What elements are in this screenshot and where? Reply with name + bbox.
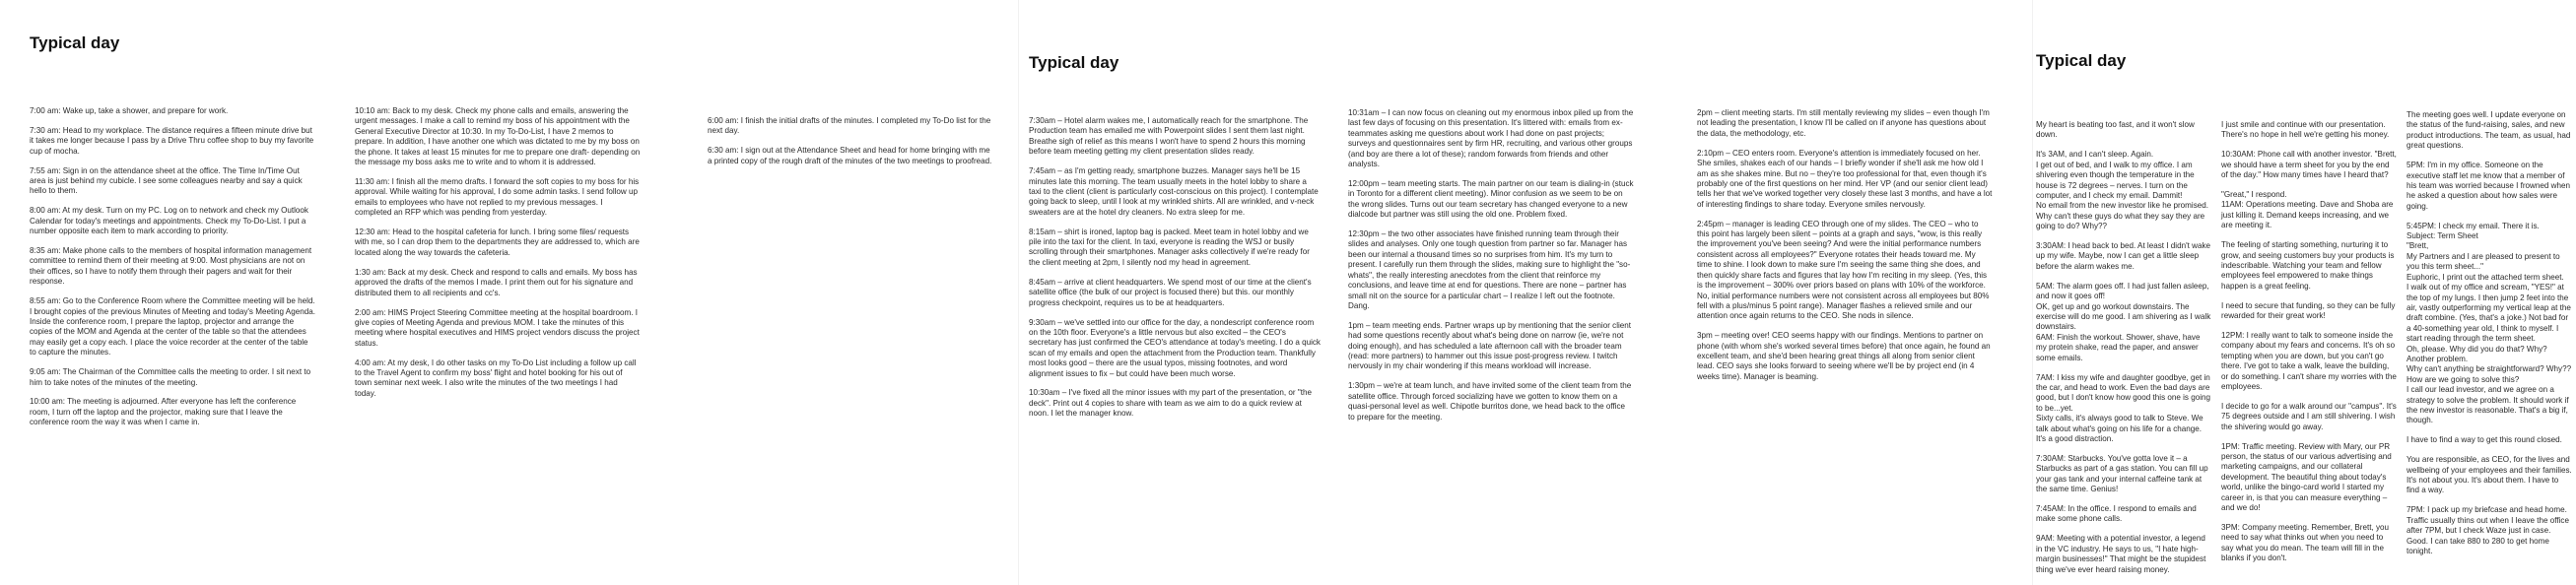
paragraph: It's 3AM, and I can't sleep. Again. I get out of bed, and I walk to my office. I am shivering even though the temperature in the house is 72 degrees – nerves. I turn on the computer, and I check my email. Dammit! No email from the new investor like he promised. Why can't these guys do what they say they are going to do? Why?? — [2036, 150, 2208, 231]
document-page-3 — [2033, 0, 2576, 585]
paragraph: 1:30pm – we're at team lunch, and have invited some of the client team from the satellite office. Through forced socializing have we gotten to know them on a quasi-personal level as well. Chipotle burritos done, we head back to the office to prepare for the meeting. — [1348, 381, 1632, 422]
paragraph: 2:10pm – CEO enters room. Everyone's attention is immediately focused on her. She smiles, shakes each of our hands – I briefly wonder if she'll ask me how old I am as she shakes mine. But no – they're too professional for that, even though it's probably one of the first questions on her mind. Her VP (and our senior client lead) tells her that we've worked together very closely these last 3 months, and have a lot of interesting findings to share today. Everyone smiles nervously. — [1697, 148, 1993, 209]
paragraph: 4:00 am: At my desk, I do other tasks on my To-Do List including a follow up call to the Travel Agent to confirm my boss' flight and hotel booking for his out of town seminar next week. I also write the minutes of the two meetings I had today. — [355, 358, 637, 398]
paragraph: 9:30am – we've settled into our office for the day, a nondescript conference room on the 10th floor. Everyone's a little nervous but also excited – the CEO's secretary has just confirmed the CEO's attendance at today's meeting. I do a quick scan of my emails and open the attachment from the Production team. Thankfully most looks good – there are the usual typos, missing footnotes, and word alignment issues to fix – but could have been much worse. — [1029, 317, 1321, 378]
paragraph: 9:05 am: The Chairman of the Committee calls the meeting to order. I sit next to him to take notes of the minutes of the meeting. — [30, 367, 311, 387]
paragraph: 3:30AM: I head back to bed. At least I didn't wake up my wife. Maybe, now I can get a little sleep before the alarm wakes me. — [2036, 241, 2211, 271]
paragraph: 7:55 am: Sign in on the attendance sheet at the office. The Time In/Time Out area is just behind my cubicle. I see some colleagues nearby and say a quick hello to them. — [30, 165, 303, 196]
paragraph: 6:30 am: I sign out at the Attendance Sheet and head for home bringing with me a printed copy of the rough draft of the minutes of the two meetings to proofread. — [708, 146, 992, 165]
paragraph: 6:00 am: I finish the initial drafts of the minutes. I completed my To-Do list for the next day. — [708, 116, 991, 136]
paragraph: "Great," I respond. 11AM: Operations meeting. Dave and Shoba are just killing it. Demand keeps increasing, and we are meeting it. — [2221, 190, 2394, 230]
text-column — [708, 116, 993, 176]
text-column — [1029, 116, 1321, 428]
paragraph: 5PM: I'm in my office. Someone on the executive staff let me know that a member of his team was worried because I frowned when he asked a question about how sales were going. — [2407, 161, 2571, 211]
paragraph: I decide to go for a walk around our "campus". It's 75 degrees outside and I am still shivering. I wish the shivering would go away. — [2221, 401, 2397, 431]
paragraph: 9AM: Meeting with a potential investor, a legend in the VC industry. He says to us, "I hate high-margin businesses!" That might be the stupidest thing we've ever heard raising money. — [2036, 534, 2206, 574]
paragraph: 7AM: I kiss my wife and daughter goodbye, get in the car, and head to work. Even the bad days are good, but I don't know how good this one is going to be...yet. Sixty calls, it's always good to talk to Steve. We talk about what's going on his life for a change. It's a good distraction. — [2036, 372, 2211, 443]
paragraph: I need to secure that funding, so they can be fully rewarded for their great work! — [2221, 300, 2396, 321]
paragraph: 12:30 am: Head to the hospital cafeteria for lunch. I bring some files/ requests with me, so I can drop them to the departments they are addressed to, which are located along the way towards the cafeteria. — [355, 228, 640, 257]
text-column — [30, 106, 315, 437]
paragraph: 10:30AM: Phone call with another investor. "Brett, we should have a term sheet for you by the end of the day." How many times have I heard that? — [2221, 150, 2397, 180]
paragraph: 8:45am – arrive at client headquarters. We spend most of our time at the client's satellite office (the bulk of our project is focused there) but this. our monthly progress checkpoint, requires us to be at headquarters. — [1029, 277, 1312, 307]
paragraph: 8:15am – shirt is ironed, laptop bag is packed. Meet team in hotel lobby and we pile into the taxi for the client. In taxi, everyone is reading the WSJ or busily scrolling through their smartphones. Manager asks collectively if we're ready for the client meeting at 2pm, I silently nod my head in agreement. — [1029, 227, 1310, 267]
text-column — [2407, 110, 2572, 566]
paragraph: 5AM: The alarm goes off. I had just fallen asleep, and now it goes off! OK, get up and go workout downstairs. The exercise will do me good. I am shivering as I walk downstairs. 6AM: Finish the workout. Shower, shave, have my protein shake, read the paper, and answer some emails. — [2036, 281, 2211, 362]
paragraph: The meeting goes well. I update everyone on the status of the fund-raising, sales, and new product introductions. The team, as usual, had great questions. — [2407, 110, 2571, 151]
paragraph: 10:30am – I've fixed all the minor issues with my part of the presentation, or "the deck". Print out 4 copies to share with team as we aim to do a quick review at noon. I let the manager know. — [1029, 388, 1312, 419]
paragraph: 12:30pm – the two other associates have finished running team through their slides and analyses. Only one tough question from partner so far. Manager has been our internal a thousand times so no surprises from him. It's my turn to present. I carefully run them through the slides, making sure to highlight the "so-whats", the really interesting anecdotes from the client that reinforce my conclusions, and leave time at end for questions. There are none – partner has small nit on the source for a particular chart – I realize I left out the footnote. Dang. — [1348, 229, 1631, 310]
paragraph: I have to find a way to get this round closed. — [2407, 435, 2562, 445]
paragraph: 1pm – team meeting ends. Partner wraps up by mentioning that the senior client had some questions recently about what's being done on narrow (ie, we're not doing enough), and has scheduled a late afternoon call with the broader team (read: more partners) to hammer out this issue post-progress review. I twitch nervously in my chair wondering if this means workload will increase. — [1348, 320, 1632, 371]
paragraph: 7:30 am: Head to my workplace. The distance requires a fifteen minute drive but it takes me longer because I pass by a Drive Thru coffee shop to buy my favorite cup of mocha. — [30, 125, 314, 156]
page-title: Typical day — [30, 33, 120, 52]
paragraph: 2:00 am: HIMS Project Steering Committee meeting at the hospital boardroom. I give copies of Meeting Agenda and previous MOM. I take the minutes of this meeting where hospital executives and HIMS project vendors discuss the project status. — [355, 307, 640, 348]
paragraph: 8:35 am: Make phone calls to the members of hospital information management committee to remind them of their meeting at 9:00. Most physicians are not on their offices, so I have to notify them through their pagers and wait for their response. — [30, 246, 312, 287]
paragraph: 7:30AM: Starbucks. You've gotta love it – a Starbucks as part of a gas station. You can fill up your gas tank and your internal caffeine tank at the same time. Genius! — [2036, 453, 2208, 494]
paragraph: 3PM: Company meeting. Remember, Brett, you need to say what thinks out when you need to say what you do mean. The team will fill in the blanks if you don't. — [2221, 523, 2390, 563]
paragraph: 5:45PM: I check my email. There it is. Subject: Term Sheet "Brett, My Partners and I are pleased to present to you this term sheet..." Euphoric, I print out the attached term sheet. I walk out of my office and scream, "YES!" at the top of my lungs. I then jump 2 feet into the air, vastly outperforming my vertical leap at the draft combine. (Yes, that's a joke.) Not bad for a 40-something year old, I think to myself. I start reading through the term sheet. Oh, please. Why did you do that? Why? Another problem. Why can't anything be straightforward? Why?? How are we going to solve this? I call our lead investor, and we agree on a strategy to solve the problem. It should work if the new investor is reasonable. That's a big if, though. — [2407, 221, 2572, 425]
paragraph: You are responsible, as CEO, for the lives and wellbeing of your employees and their families. It's not about you. It's about them. I have to find a way. — [2407, 455, 2572, 495]
document-page-2 — [1019, 0, 2031, 585]
paragraph: 1PM: Traffic meeting. Review with Mary, our PR person, the status of our various advertising and marketing campaigns, and our collateral development. The beautiful thing about today's world, unlike the bingo-card world I started my career in, is that you can measure everything – and we do! — [2221, 441, 2392, 513]
paragraph: 1:30 am: Back at my desk. Check and respond to calls and emails. My boss has approved the drafts of the memos I made. I print them out for his signature and distributed them to all recipients and cc's. — [355, 267, 638, 297]
paragraph: 2pm – client meeting starts. I'm still mentally reviewing my slides – even though I'm not leading the presentation, I know I'll be called on if anyone has questions about the data, the methodology, etc. — [1697, 108, 1990, 138]
paragraph: 7:30am – Hotel alarm wakes me, I automatically reach for the smartphone. The Production team has emailed me with Powerpoint slides I sent them last night. Breathe sigh of relief as this means I won't have to spend 2 hours this morning before team meeting getting my client presentation slides ready. — [1029, 116, 1309, 157]
paragraph: 2:45pm – manager is leading CEO through one of my slides. The CEO – who to this point has largely been silent – points at a graph and says, "wow, is this really the improvement you've been seeing? And were the initial performance numbers consistent across all employees?" Everyone rotates their heads toward me. My time to shine. I look down to make sure I'm seeing the same thing she does, and then quickly share facts and figures that lay how I'm reciting in my sleep. (Yes, this is the improvement – 300% over priors based on plans with 10% of the workforce. No, initial performance numbers were not consistent across all employees but 80% fell with a plus/minus 5 point range). Manager flashes a relieved smile and our attention once again returns to the CEO. She nods in silence. — [1697, 219, 1990, 321]
text-column — [2036, 120, 2211, 584]
paragraph: 8:00 am: At my desk. Turn on my PC. Log on to network and check my Outlook Calendar for today's meetings and appointments. Check my To-Do-List. I put a number opposite each item to mark according to priority. — [30, 206, 308, 236]
paragraph: My heart is beating too fast, and it won't slow down. — [2036, 120, 2195, 140]
paragraph: 12:00pm – team meeting starts. The main partner on our team is dialing-in (stuck in Toronto for a different client meeting). Minor confusion as we seem to be on the wrong slides. Turns out our team secretary has changed everyone to a new dialcode but partner was still using the old one. Problem fixed. — [1348, 178, 1634, 220]
page-title: Typical day — [1029, 53, 1119, 72]
document-page-1 — [0, 0, 1017, 585]
paragraph: 10:00 am: The meeting is adjourned. After everyone has left the conference room, I turn off the laptop and the projector, making sure that I leave the conference room the way it was when I came in. — [30, 397, 297, 427]
paragraph: 7:00 am: Wake up, take a shower, and prepare for work. — [30, 106, 229, 115]
paragraph: 10:31am – I can now focus on cleaning out my enormous inbox piled up from the last few days of focusing on this presentation. It's littered with: emails from ex-teammates asking me questions about work I had done on past projects; surveys and questionnaires sent by firm HR, recruiting, and various other groups (and boy are there a lot of these); random forwards from friends and other analysts. — [1348, 108, 1634, 169]
text-column — [1348, 108, 1634, 431]
paragraph: 11:30 am: I finish all the memo drafts. I forward the soft copies to my boss for his approval. While waiting for his approval, I do some admin tasks. I send follow up emails to employees who have not replied to my previous messages. I completed an RFP which was pending from yesterday. — [355, 176, 640, 218]
paragraph: 7:45AM: In the office. I respond to emails and make some phone calls. — [2036, 504, 2197, 524]
paragraph: The feeling of starting something, nurturing it to grow, and seeing customers buy your products is indescribable. Watching your team and fellow employees feel empowered to make things happen is a great feeling. — [2221, 240, 2395, 291]
paragraph: 8:55 am: Go to the Conference Room where the Committee meeting will be held. I brought copies of the previous Minutes of Meeting and today's Meeting Agenda. Inside the conference room, I prepare the laptop, projector and arrange the copies of the MOM and Agenda at the center of the table so that the attendees may easily get a copy each. I place the voice recorder at the center of the table to capture the minutes. — [30, 296, 315, 358]
paragraph: 7PM: I pack up my briefcase and head home. Traffic usually thins out when I leave the office after 7PM, but I check Waze just in case. Good. I can take 880 to 280 to get home tonight. — [2407, 505, 2569, 555]
text-column — [1697, 108, 1993, 392]
text-column — [355, 106, 641, 409]
paragraph: 3pm – meeting over! CEO seems happy with our findings. Mentions to partner on phone (with whom she's worked several times before) that once again, he found an excellent team, and she'd been hearing great things all along from senior client lead. CEO says she looks forward to seeing where we'll be by project end (in 4 weeks time). Manager is beaming. — [1697, 331, 1991, 381]
page-title: Typical day — [2036, 51, 2127, 70]
paragraph: 7:45am – as I'm getting ready, smartphone buzzes. Manager says he'll be 15 minutes late this morning. The team usually meets in the hotel lobby to share a taxi to the client (client is particularly cost-conscious on this project). I contemplate going back to sleep, until I look at my wrinkled shirts. All are wrinkled, and v-neck sweaters are at the hotel dry cleaners. No extra sleep for me. — [1029, 166, 1319, 217]
paragraph: 12PM: I really want to talk to someone inside the company about my fears and concerns. It's oh so tempting when you are down, but you can't go there. I've got to take a walk, leave the building, or do something. I can't share my worries with the employees. — [2221, 331, 2397, 392]
paragraph: 10:10 am: Back to my desk. Check my phone calls and emails, answering the urgent messages. I make a call to remind my boss of his appointment with the General Executive Director at 10:30. In my To-Do-List, I have 2 memos to prepare. In addition, I have another one which was dictated to me by my boss on the phone. It takes at least 15 minutes for me to prepare one draft- depending on the message my boss asks me to write and to whom it is addressed. — [355, 106, 641, 167]
paragraph: I just smile and continue with our presentation. There's no hope in hell we're getting his money. — [2221, 120, 2390, 140]
text-column — [2221, 120, 2397, 573]
